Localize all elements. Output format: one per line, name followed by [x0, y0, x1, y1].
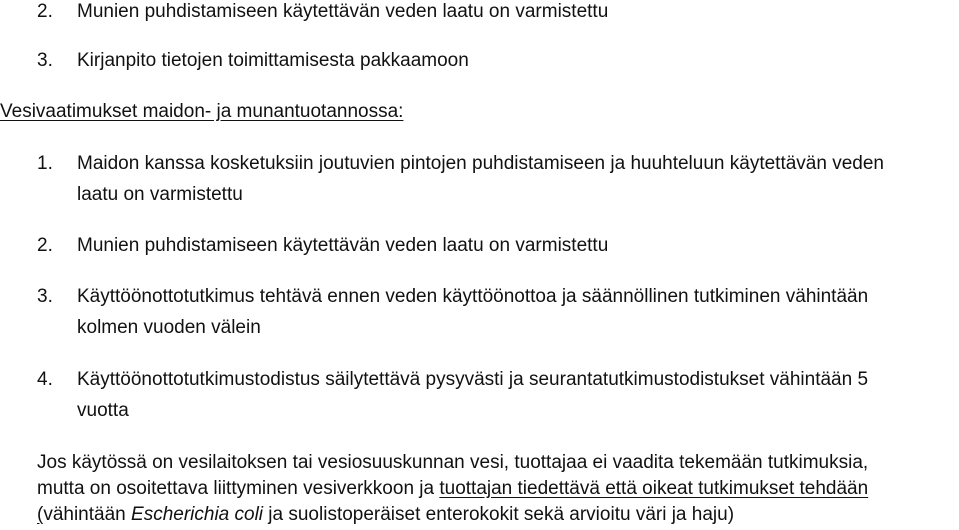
list-item-text: Kirjanpito tietojen toimittamisesta pakkaamoon	[77, 50, 469, 71]
list-item-text: Munien puhdistamiseen käytettävän veden laatu on varmistettu	[77, 235, 609, 256]
list-item-number: 2.	[37, 235, 53, 256]
list-item-text-continued: laatu on varmistettu	[77, 184, 243, 205]
paragraph-line: Jos käytössä on vesilaitoksen tai vesiosuuskunnan vesi, tuottajaa ei vaadita tekemään tutkimuksia,	[37, 452, 869, 473]
paragraph-underlined-text: tuottajan tiedettävä että oikeat tutkimukset tehdään	[439, 478, 869, 499]
paragraph-text: ja suolistoperäiset enterokokit sekä arvioitu väri ja haju)	[263, 504, 735, 525]
paragraph-open-paren: (	[37, 504, 44, 525]
list-item-number: 4.	[37, 369, 53, 390]
paragraph-line	[37, 503, 734, 527]
list-item-number: 3.	[37, 286, 53, 307]
list-item-number: 1.	[37, 153, 53, 174]
paragraph-text: mutta on osoitettava liittyminen vesiverkkoon ja	[37, 478, 440, 499]
list-item-text: Maidon kanssa kosketuksiin joutuvien pintojen puhdistamiseen ja huuhteluun käytettävän veden	[77, 153, 884, 174]
paragraph-text: vähintään	[43, 504, 132, 525]
paragraph-line	[37, 477, 868, 501]
list-item-text: Munien puhdistamiseen käytettävän veden laatu on varmistettu	[77, 1, 609, 22]
list-item-number: 2.	[37, 1, 53, 22]
list-item-text: Käyttöönottotutkimustodistus säilytettävä pysyvästi ja seurantatutkimustodistukset vähintään 5	[77, 369, 869, 390]
list-item-text: Käyttöönottotutkimus tehtävä ennen veden käyttöönottoa ja säännöllinen tutkiminen vähintään	[77, 286, 869, 307]
section-heading: Vesivaatimukset maidon- ja munantuotannossa:	[0, 101, 404, 122]
list-item-number: 3.	[37, 50, 53, 71]
list-item-text-continued: kolmen vuoden välein	[77, 317, 261, 338]
list-item-text-continued: vuotta	[77, 400, 129, 421]
paragraph-italic-species: Escherichia coli	[131, 504, 264, 525]
